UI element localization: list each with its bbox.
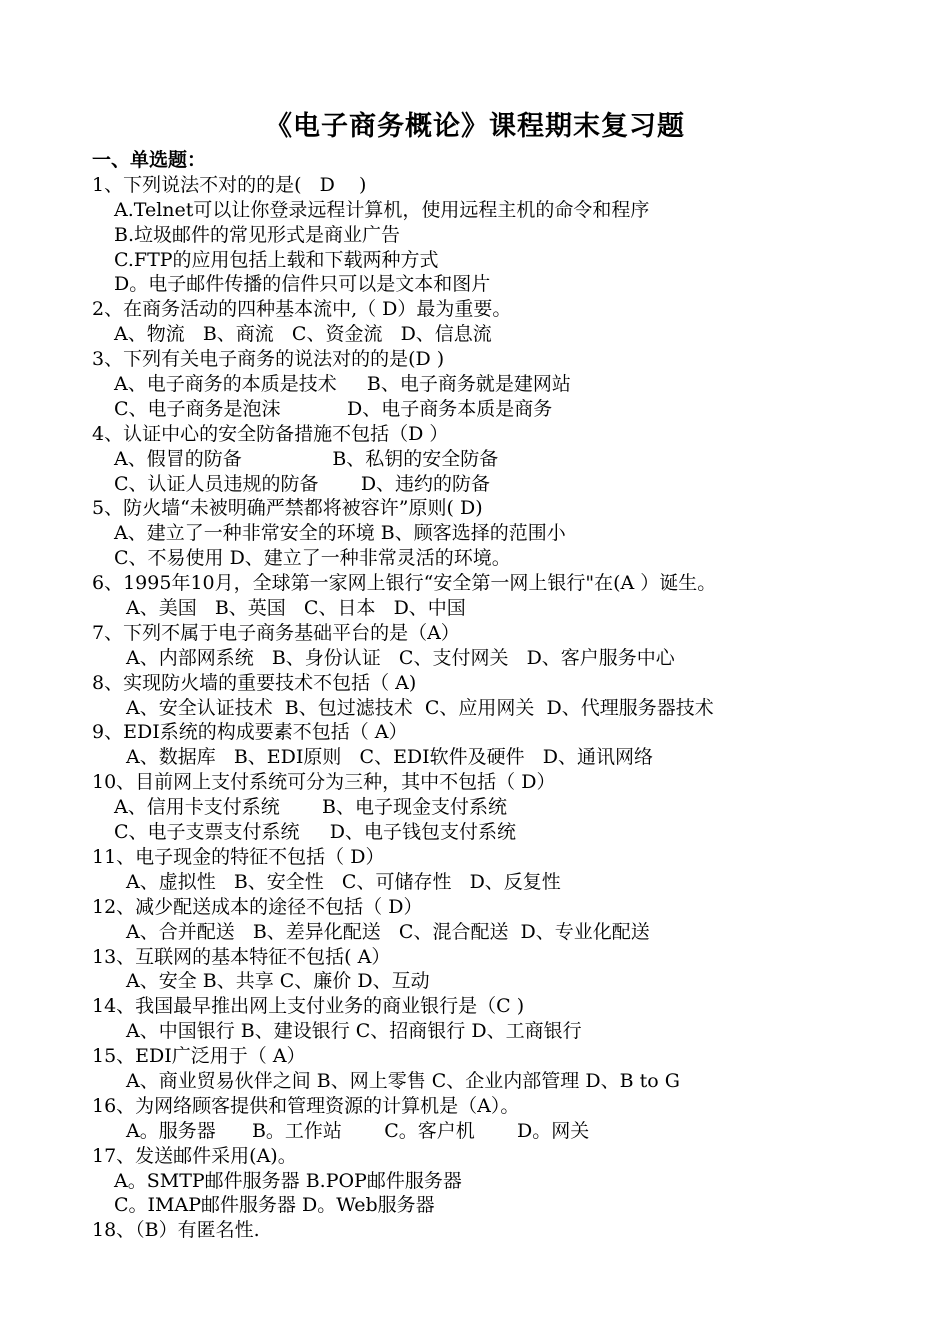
option-line: A。服务器 B。工作站 C。客户机 D。网关 bbox=[126, 1119, 590, 1142]
option-line: A、电子商务的本质是技术 B、电子商务就是建网站 bbox=[114, 373, 571, 396]
option-line: C、认证人员违规的防备 D、违约的防备 bbox=[114, 472, 491, 495]
question-line: 10、目前网上支付系统可分为三种，其中不包括（ D） bbox=[92, 771, 556, 794]
option-line: A。SMTP邮件服务器 B.POP邮件服务器 bbox=[114, 1169, 462, 1192]
option-line: C。IMAP邮件服务器 D。Web服务器 bbox=[114, 1194, 435, 1217]
question-line: 15、EDI广泛用于（ A） bbox=[92, 1045, 306, 1068]
question-line: 18、（B）有匿名性. bbox=[92, 1219, 260, 1242]
question-line: 17、发送邮件采用(A)。 bbox=[92, 1144, 297, 1167]
question-line: 3、下列有关电子商务的说法对的的是(D ) bbox=[92, 348, 445, 371]
option-line: C.FTP的应用包括上载和下载两种方式 bbox=[114, 248, 439, 271]
question-list bbox=[92, 148, 912, 1243]
question-line: 11、电子现金的特征不包括（ D） bbox=[92, 845, 385, 868]
option-line: A、信用卡支付系统 B、电子现金支付系统 bbox=[114, 796, 507, 819]
option-line: A、建立了一种非常安全的环境 B、顾客选择的范围小 bbox=[114, 522, 566, 545]
question-line: 9、EDI系统的构成要素不包括（ A） bbox=[92, 721, 408, 744]
option-line: A、合并配送 B、差异化配送 C、混合配送 D、专业化配送 bbox=[126, 920, 650, 943]
option-line: B.垃圾邮件的常见形式是商业广告 bbox=[114, 223, 401, 246]
question-line: 6、1995年10月，全球第一家网上银行“安全第一网上银行"在(A ）诞生。 bbox=[92, 572, 717, 595]
option-line: A、安全认证技术 B、包过滤技术 C、应用网关 D、代理服务器技术 bbox=[126, 696, 714, 719]
option-line: A.Telnet可以让你登录远程计算机，使用远程主机的命令和程序 bbox=[114, 198, 650, 221]
question-line: 1、下列说法不对的的是( D ) bbox=[92, 173, 367, 196]
option-line: A、内部网系统 B、身份认证 C、支付网关 D、客户服务中心 bbox=[126, 646, 675, 669]
question-line: 5、防火墙“未被明确严禁都将被容许”原则( D) bbox=[92, 497, 483, 520]
question-line: 8、实现防火墙的重要技术不包括（ A) bbox=[92, 671, 417, 694]
option-line: A、虚拟性 B、安全性 C、可储存性 D、反复性 bbox=[126, 870, 561, 893]
question-line: 16、为网络顾客提供和管理资源的计算机是（A）。 bbox=[92, 1094, 520, 1117]
option-line: A、物流 B、商流 C、资金流 D、信息流 bbox=[114, 323, 492, 346]
option-line: A、假冒的防备 B、私钥的安全防备 bbox=[114, 447, 499, 470]
option-line: D。电子邮件传播的信件只可以是文本和图片 bbox=[114, 273, 491, 296]
option-line: A、安全 B、共享 C、廉价 D、互动 bbox=[126, 970, 430, 993]
page-title: 《电子商务概论》课程期末复习题 bbox=[265, 111, 685, 142]
question-line: 13、互联网的基本特征不包括( A） bbox=[92, 945, 391, 968]
option-line: C、电子商务是泡沫 D、电子商务本质是商务 bbox=[114, 397, 553, 420]
option-line: A、数据库 B、EDI原则 C、EDI软件及硬件 D、通讯网络 bbox=[126, 746, 654, 769]
question-line: 2、在商务活动的四种基本流中,（ D）最为重要。 bbox=[92, 298, 512, 321]
option-line: A、商业贸易伙伴之间 B、网上零售 C、企业内部管理 D、B to G bbox=[126, 1069, 680, 1092]
option-line: A、中国银行 B、建设银行 C、招商银行 D、工商银行 bbox=[126, 1020, 582, 1043]
question-line: 14、我国最早推出网上支付业务的商业银行是（C ) bbox=[92, 995, 525, 1018]
option-line: C、不易使用 D、建立了一种非常灵活的环境。 bbox=[114, 547, 511, 570]
question-line: 7、下列不属于电子商务基础平台的是（A） bbox=[92, 621, 460, 644]
question-line: 4、认证中心的安全防备措施不包括（D ） bbox=[92, 422, 449, 445]
section-heading: 一、单选题： bbox=[92, 149, 207, 171]
option-line: C、电子支票支付系统 D、电子钱包支付系统 bbox=[114, 821, 516, 844]
option-line: A、美国 B、英国 C、日本 D、中国 bbox=[126, 597, 466, 620]
question-line: 12、减少配送成本的途径不包括（ D） bbox=[92, 895, 423, 918]
